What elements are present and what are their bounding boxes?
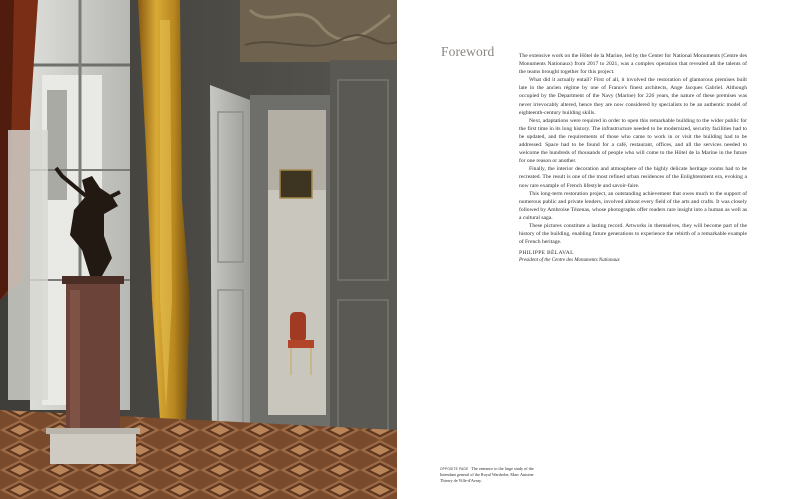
signature-name: PHILIPPE BÉLAVAL	[519, 250, 574, 257]
photo-caption	[440, 466, 535, 483]
tapestry	[240, 0, 397, 62]
caption-text: The entrance to the large study of the Intendant general of the Royal Wardrobe, Marc Antoine Thierry de Ville-d'Avray.	[440, 466, 534, 483]
signature-title: President of the Centre des Monuments Nationaux	[519, 258, 620, 264]
paragraph: This long-term restoration project, an outstanding achievement that owes much to the support of numerous public and private lenders, involved almost every field of the arts and crafts. It was closely followed by Ambroise Tézenas, whose photographs offer readers rare insight into a human as well as a cultural saga.	[519, 190, 747, 221]
paragraph: These pictures constitute a lasting record. Artworks in themselves, they will become part of the history of the building, enabling future generations to experience the rebirth of a remarkable example of French heritage.	[519, 222, 747, 246]
red-chair	[290, 312, 306, 342]
paragraph: Next, adaptations were required in order to open this remarkable building to the wider public for the first time in its long history. The infrastructure needed to be modernized, security facilities had to be updated, and the requirements of those who came to work in or visit the building had to be addressed. Space had to be found for a café, restaurant, offices, and all the services needed to welcome the hundreds of thousands of people who will come to the Hôtel de la Marine in the future for one reason or another.	[519, 117, 747, 165]
caption-label: OPPOSITE PAGE	[440, 467, 469, 471]
foreword-body	[519, 52, 747, 265]
text-page	[397, 0, 790, 499]
paragraph: What did it actually entail? First of all, it involved the restoration of glamorous premises built late in the ancien régime by one of France's finest architects, Ange Jacques Gabriel. Although occupied by the Department of the Navy (Marine) for 226 years, the nature of these premises was never irrevocably altered, hence they are now considered by specialists to be an authentic model of eighteenth-century building skills.	[519, 77, 747, 116]
framed-painting	[280, 170, 312, 198]
page-heading: Foreword	[441, 44, 495, 59]
open-door	[210, 85, 250, 455]
paragraph: Finally, the interior decoration and atmosphere of the highly delicate heritage rooms had to be recreated. The result is one of the most refined urban residences of the Enlightenment era, evoking a now rare example of French lifestyle and savoir-faire.	[519, 166, 747, 189]
paragraph: The extensive work on the Hôtel de la Marine, led by the Center for National Monuments (Centre des Monuments Nationaux) from 2017 to 2021, was a complex operation that revealed all the talents of the teams brought together for this project.	[519, 53, 747, 76]
